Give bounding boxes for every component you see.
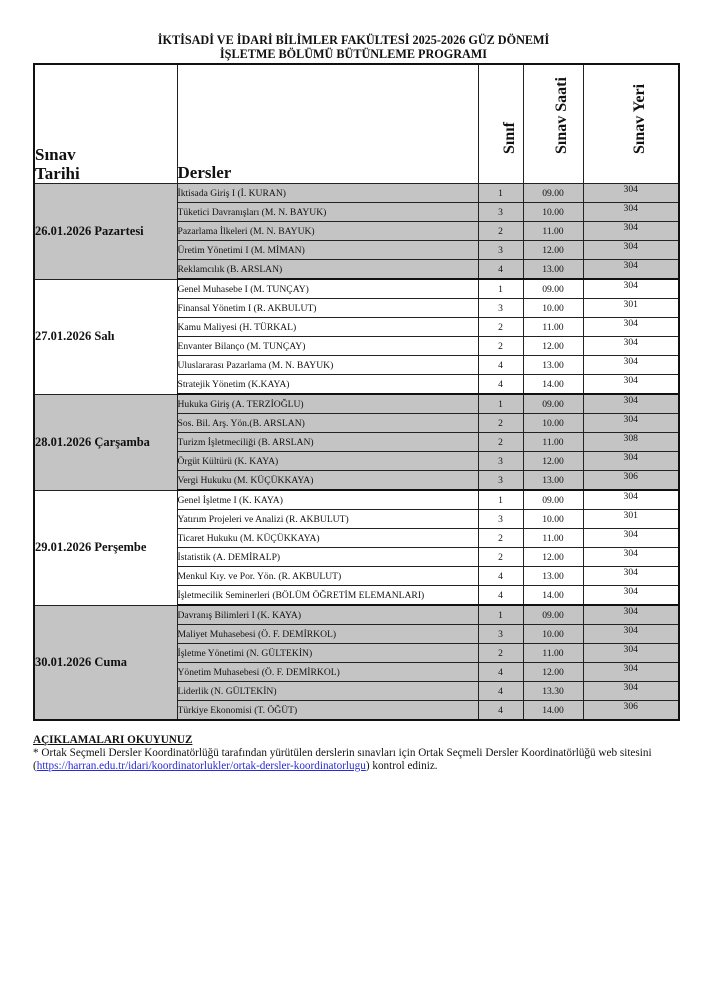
room-cell: 304 — [583, 375, 679, 395]
time-cell: 11.00 — [523, 318, 583, 337]
time-cell: 10.00 — [523, 625, 583, 644]
time-cell: 13.30 — [523, 682, 583, 701]
course-cell: Vergi Hukuku (M. KÜÇÜKKAYA) — [177, 471, 478, 491]
time-cell: 09.00 — [523, 490, 583, 510]
course-cell: Kamu Maliyesi (H. TÜRKAL) — [177, 318, 478, 337]
course-cell: Stratejik Yönetim (K.KAYA) — [177, 375, 478, 395]
column-header-room-label: Sınav Yeri — [630, 83, 648, 154]
class-cell: 2 — [478, 433, 523, 452]
time-cell: 10.00 — [523, 299, 583, 318]
course-cell: Uluslararası Pazarlama (M. N. BAYUK) — [177, 356, 478, 375]
class-cell: 2 — [478, 644, 523, 663]
class-cell: 3 — [478, 471, 523, 491]
course-cell: Pazarlama İlkeleri (M. N. BAYUK) — [177, 222, 478, 241]
course-cell: Üretim Yönetimi I (M. MİMAN) — [177, 241, 478, 260]
room-cell: 306 — [583, 701, 679, 721]
room-cell: 304 — [583, 337, 679, 356]
time-cell: 09.00 — [523, 394, 583, 414]
room-cell: 304 — [583, 414, 679, 433]
schedule-body — [34, 184, 679, 721]
column-header-time-label: Sınav Saati — [553, 77, 570, 154]
room-cell: 304 — [583, 490, 679, 510]
column-header-room — [583, 64, 679, 184]
class-cell: 4 — [478, 586, 523, 606]
time-cell: 12.00 — [523, 337, 583, 356]
course-cell: Genel İşletme I (K. KAYA) — [177, 490, 478, 510]
course-cell: Liderlik (N. GÜLTEKİN) — [177, 682, 478, 701]
room-cell: 304 — [583, 682, 679, 701]
room-cell: 304 — [583, 529, 679, 548]
class-cell: 4 — [478, 663, 523, 682]
table-row — [34, 490, 679, 510]
time-cell: 09.00 — [523, 279, 583, 299]
class-cell: 1 — [478, 279, 523, 299]
course-cell: İstatistik (A. DEMİRALP) — [177, 548, 478, 567]
time-cell: 09.00 — [523, 605, 583, 625]
exam-date-cell: 30.01.2026 Cuma — [34, 605, 177, 720]
room-cell: 304 — [583, 605, 679, 625]
room-cell: 304 — [583, 184, 679, 203]
column-header-class-label: Sınıf — [500, 121, 518, 154]
time-cell: 10.00 — [523, 510, 583, 529]
time-cell: 11.00 — [523, 529, 583, 548]
exam-date-cell: 28.01.2026 Çarşamba — [34, 394, 177, 490]
time-cell: 11.00 — [523, 222, 583, 241]
course-cell: Tüketici Davranışları (M. N. BAYUK) — [177, 203, 478, 222]
class-cell: 2 — [478, 222, 523, 241]
time-cell: 12.00 — [523, 663, 583, 682]
coordinator-website-link[interactable]: https://harran.edu.tr/idari/koordinatorlukler/ortak-dersler-koordinatorlugu — [36, 760, 366, 772]
document-subtitle: İŞLETME BÖLÜMÜ BÜTÜNLEME PROGRAMI — [219, 47, 488, 61]
time-cell: 13.00 — [523, 356, 583, 375]
time-cell: 12.00 — [523, 241, 583, 260]
class-cell: 3 — [478, 203, 523, 222]
course-cell: Davranış Bilimleri I (K. KAYA) — [177, 605, 478, 625]
course-cell: Turizm İşletmeciliği (B. ARSLAN) — [177, 433, 478, 452]
course-cell: Envanter Bilanço (M. TUNÇAY) — [177, 337, 478, 356]
table-row — [34, 279, 679, 299]
notes-heading: AÇIKLAMALARI OKUYUNUZ — [33, 734, 193, 746]
class-cell: 3 — [478, 625, 523, 644]
exam-date-cell: 26.01.2026 Pazartesi — [34, 184, 177, 280]
class-cell: 1 — [478, 184, 523, 203]
room-cell: 301 — [583, 299, 679, 318]
course-cell: Genel Muhasebe I (M. TUNÇAY) — [177, 279, 478, 299]
time-cell: 12.00 — [523, 548, 583, 567]
course-cell: Yönetim Muhasebesi (Ö. F. DEMİRKOL) — [177, 663, 478, 682]
time-cell: 13.00 — [523, 260, 583, 280]
course-cell: İşletme Yönetimi (N. GÜLTEKİN) — [177, 644, 478, 663]
time-cell: 14.00 — [523, 701, 583, 721]
exam-date-cell: 27.01.2026 Salı — [34, 279, 177, 394]
table-row — [34, 184, 679, 203]
room-cell: 304 — [583, 548, 679, 567]
class-cell: 3 — [478, 299, 523, 318]
course-cell: Hukuka Giriş (A. TERZİOĞLU) — [177, 394, 478, 414]
class-cell: 2 — [478, 529, 523, 548]
room-cell: 304 — [583, 644, 679, 663]
class-cell: 3 — [478, 452, 523, 471]
document-title: İKTİSADİ VE İDARİ BİLİMLER FAKÜLTESİ 2025-2026 GÜZ DÖNEMİ — [157, 33, 550, 47]
course-cell: Menkul Kıy. ve Por. Yön. (R. AKBULUT) — [177, 567, 478, 586]
notes-text-before: * Ortak Seçmeli Dersler Koordinatörlüğü tarafından yürütülen derslerin sınavları için Ortak Seçmeli Dersler Koordinatörlüğü web sitesini ( — [33, 747, 652, 772]
course-cell: Yatırım Projeleri ve Analizi (R. AKBULUT) — [177, 510, 478, 529]
column-header-date-line1: Sınav — [35, 145, 76, 164]
course-cell: Maliyet Muhasebesi (Ö. F. DEMİRKOL) — [177, 625, 478, 644]
room-cell: 301 — [583, 510, 679, 529]
room-cell: 304 — [583, 625, 679, 644]
room-cell: 304 — [583, 241, 679, 260]
room-cell: 304 — [583, 394, 679, 414]
class-cell: 2 — [478, 337, 523, 356]
class-cell: 1 — [478, 394, 523, 414]
column-header-time — [523, 64, 583, 184]
class-cell: 4 — [478, 567, 523, 586]
room-cell: 304 — [583, 452, 679, 471]
time-cell: 12.00 — [523, 452, 583, 471]
class-cell: 4 — [478, 356, 523, 375]
room-cell: 304 — [583, 279, 679, 299]
class-cell: 3 — [478, 510, 523, 529]
exam-date-cell: 29.01.2026 Perşembe — [34, 490, 177, 605]
class-cell: 1 — [478, 605, 523, 625]
exam-schedule-table — [33, 63, 680, 721]
table-row — [34, 605, 679, 625]
class-cell: 4 — [478, 375, 523, 395]
time-cell: 13.00 — [523, 471, 583, 491]
room-cell: 304 — [583, 356, 679, 375]
column-header-date-line2: Tarihi — [35, 164, 80, 183]
column-header-date — [34, 64, 177, 184]
class-cell: 2 — [478, 318, 523, 337]
time-cell: 10.00 — [523, 414, 583, 433]
course-cell: İşletmecilik Seminerleri (BÖLÜM ÖĞRETİM ELEMANLARI) — [177, 586, 478, 606]
class-cell: 4 — [478, 701, 523, 721]
room-cell: 308 — [583, 433, 679, 452]
class-cell: 1 — [478, 490, 523, 510]
table-header-row — [34, 64, 679, 184]
course-cell: Ticaret Hukuku (M. KÜÇÜKKAYA) — [177, 529, 478, 548]
class-cell: 2 — [478, 548, 523, 567]
room-cell: 304 — [583, 222, 679, 241]
class-cell: 3 — [478, 241, 523, 260]
time-cell: 13.00 — [523, 567, 583, 586]
time-cell: 09.00 — [523, 184, 583, 203]
time-cell: 10.00 — [523, 203, 583, 222]
room-cell: 304 — [583, 663, 679, 682]
column-header-course: Dersler — [177, 64, 478, 184]
room-cell: 306 — [583, 471, 679, 491]
class-cell: 4 — [478, 260, 523, 280]
room-cell: 304 — [583, 203, 679, 222]
column-header-class — [478, 64, 523, 184]
notes-section — [33, 734, 693, 773]
room-cell: 304 — [583, 586, 679, 606]
course-cell: İktisada Giriş I (İ. KURAN) — [177, 184, 478, 203]
class-cell: 2 — [478, 414, 523, 433]
class-cell: 4 — [478, 682, 523, 701]
course-cell: Örgüt Kültürü (K. KAYA) — [177, 452, 478, 471]
notes-text — [33, 747, 693, 773]
room-cell: 304 — [583, 318, 679, 337]
room-cell: 304 — [583, 260, 679, 280]
table-row — [34, 394, 679, 414]
course-cell: Reklamcılık (B. ARSLAN) — [177, 260, 478, 280]
room-cell: 304 — [583, 567, 679, 586]
notes-text-after: ) kontrol ediniz. — [365, 760, 438, 772]
course-cell: Sos. Bil. Arş. Yön.(B. ARSLAN) — [177, 414, 478, 433]
course-cell: Finansal Yönetim I (R. AKBULUT) — [177, 299, 478, 318]
time-cell: 11.00 — [523, 644, 583, 663]
time-cell: 14.00 — [523, 375, 583, 395]
time-cell: 14.00 — [523, 586, 583, 606]
time-cell: 11.00 — [523, 433, 583, 452]
course-cell: Türkiye Ekonomisi (T. ÖĞÜT) — [177, 701, 478, 721]
